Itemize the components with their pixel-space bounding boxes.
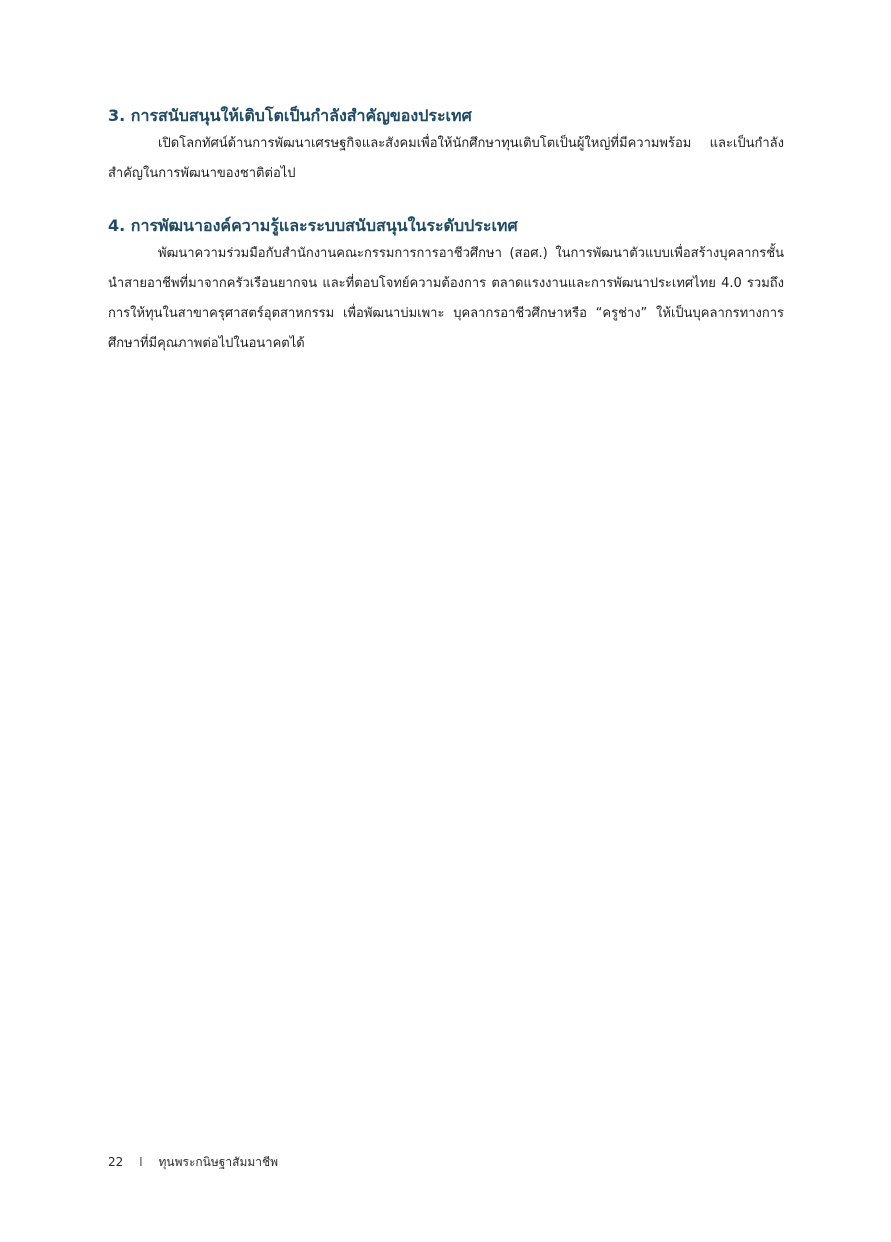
section-paragraph: เปิดโลกทัศน์ด้านการพัฒนาเศรษฐกิจและสังคมเพื่อให้นักศึกษาทุนเติบโตเป็นผู้ใหญ่ที่มีความพร้อม และเป็นกำลังสำคัญในการพัฒนาของชาติต่อไป [108,136,784,181]
section-heading: 4. การพัฒนาองค์ความรู้และระบบสนับสนุนในระดับประเทศ [108,216,518,235]
page-footer [108,1152,278,1172]
main-content [108,103,784,383]
page-number: 22 [108,1155,124,1169]
section-3 [108,103,784,189]
footer-separator: I [139,1155,143,1169]
section-4 [108,213,784,359]
section-heading: 3. การสนับสนุนให้เติบโตเป็นกำลังสำคัญของประเทศ [108,106,472,125]
section-paragraph: พัฒนาความร่วมมือกับสำนักงานคณะกรรมการการอาชีวศึกษา (สอศ.) ในการพัฒนาตัวแบบเพื่อสร้างบุคลากรชั้นนำสายอาชีพที่มาจากครัวเรือนยากจน และที่ตอบโจทย์ความต้องการ ตลาดแรงงานและการพัฒนาประเทศไทย 4.0 รวมถึงการให้ทุนในสาขาครุศาสตร์อุตสาหกรรม เพื่อพัฒนาบ่มเพาะ บุคลากรอาชีวศึกษาหรือ “ครูช่าง” ให้เป็นบุคลากรทางการศึกษาที่มีคุณภาพต่อไปในอนาคตได้ [108,246,784,351]
footer-title: ทุนพระกนิษฐาสัมมาชีพ [158,1155,279,1169]
